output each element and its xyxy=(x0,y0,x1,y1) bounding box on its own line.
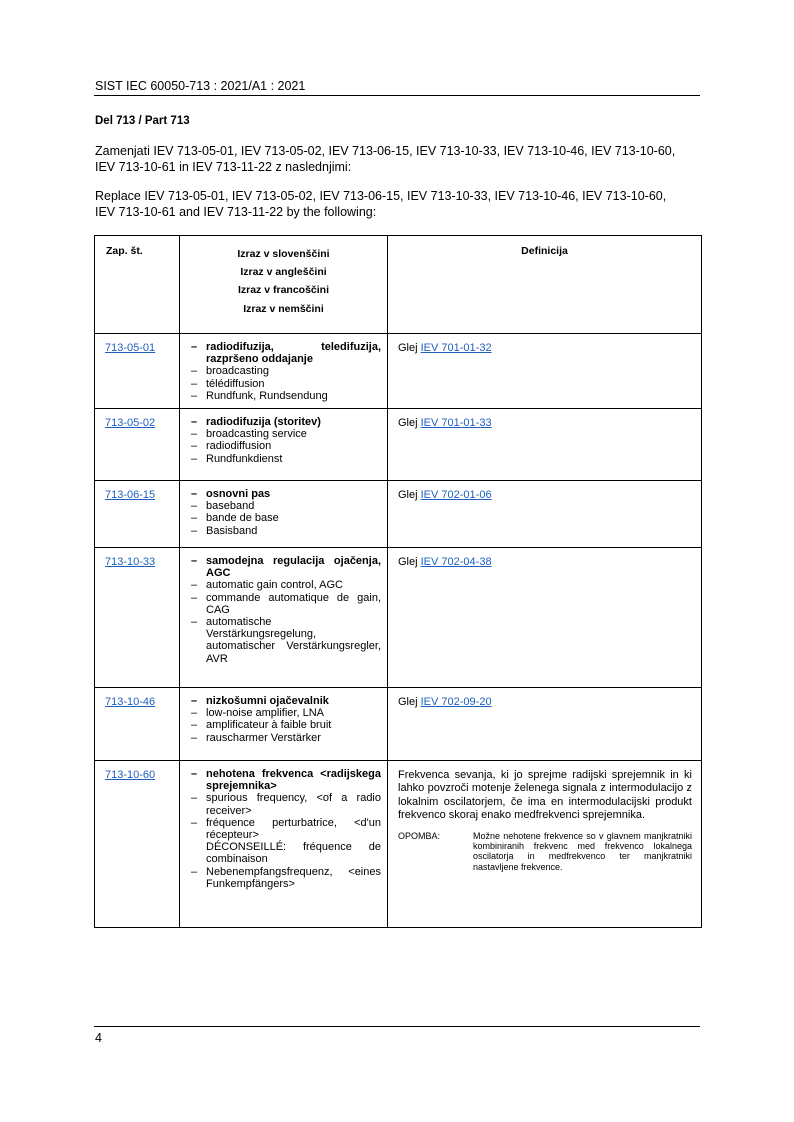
dash: – xyxy=(191,579,198,592)
see-label: Glej xyxy=(398,342,418,354)
table-row xyxy=(95,688,702,761)
dash: – xyxy=(191,500,198,513)
header-term-fr: Izraz v francoščini xyxy=(237,284,330,297)
term-de: Rundfunk, Rundsendung xyxy=(206,389,328,402)
term-en: automatic gain control, AGC xyxy=(206,579,343,592)
dash: – xyxy=(191,695,198,708)
dash: – xyxy=(191,555,198,568)
entry-number-link[interactable]: 713-10-46 xyxy=(105,696,156,709)
note-text: Možne nehotene frekvence so v glavnem manjkratniki kombiniranih frekvenc med frekvenco lokalnega oscilatorja in medfrekvenco ter manjkratniki nastavljene frekvence. xyxy=(473,830,692,872)
dash: – xyxy=(191,792,198,805)
header-terms xyxy=(180,236,388,334)
part-title: Del 713 / Part 713 xyxy=(95,115,190,127)
term-fr: amplificateur à faible bruit xyxy=(206,719,332,732)
entry-number-link[interactable]: 713-06-15 xyxy=(105,489,156,502)
header-term-sl: Izraz v slovenščini xyxy=(237,248,330,260)
dash: – xyxy=(191,768,198,781)
iev-reference-link[interactable]: IEV 702-04-38 xyxy=(420,556,492,569)
table-row xyxy=(95,761,702,928)
dash: – xyxy=(191,616,198,629)
see-label: Glej xyxy=(398,556,418,569)
iev-reference-link[interactable]: IEV 702-01-06 xyxy=(420,489,492,502)
dash: – xyxy=(191,731,198,744)
header-number: Zap. št. xyxy=(95,236,180,334)
page-number: 4 xyxy=(95,1031,102,1045)
term-fr: fréquence perturbatrice, <d'un récepteur> xyxy=(206,816,381,842)
intro-english: Replace IEV 713-05-01, IEV 713-05-02, IEV 713-06-15, IEV 713-10-33, IEV 713-10-46, IEV 713-10-60, IEV 713-10-61 and IEV 713-11-22 by the following: xyxy=(95,189,667,219)
iev-reference-link[interactable]: IEV 701-01-33 xyxy=(420,417,492,430)
note xyxy=(398,831,692,873)
entry-number-link[interactable]: 713-10-60 xyxy=(105,769,156,782)
table-row xyxy=(95,481,702,548)
term-de: rauscharmer Verstärker xyxy=(206,731,321,744)
term-en: broadcasting service xyxy=(206,428,307,441)
header-rule xyxy=(94,95,700,96)
entry-number-link[interactable]: 713-05-01 xyxy=(105,342,156,354)
term-fr: bande de base xyxy=(206,512,279,525)
term-sl: nizkošumni ojačevalnik xyxy=(206,695,329,708)
term-sl: nehotena frekvenca <radijskega sprejemnika> xyxy=(206,768,381,793)
dash: – xyxy=(191,416,198,429)
term-en: low-noise amplifier, LNA xyxy=(206,707,324,720)
term-de: automatische Verstärkungsregelung, automatischer Verstärkungsregler, AVR xyxy=(206,616,381,665)
dash: – xyxy=(191,365,198,378)
terms-table xyxy=(94,235,702,928)
term-en: broadcasting xyxy=(206,365,269,378)
see-label: Glej xyxy=(398,489,418,502)
term-de: Rundfunkdienst xyxy=(206,452,283,465)
term-fr: radiodiffusion xyxy=(206,440,272,453)
term-fr: commande automatique de gain, CAG xyxy=(206,591,381,616)
dash: – xyxy=(191,389,198,402)
dash: – xyxy=(191,452,198,465)
dash: – xyxy=(191,341,198,353)
term-sl: radiodifuzija (storitev) xyxy=(206,416,321,429)
term-sl: radiodifuzija, teledifuzija, razpršeno oddajanje xyxy=(206,341,381,366)
term-de: Nebenempfangsfrequenz, <eines Funkempfängers> xyxy=(206,865,381,890)
term-en: spurious frequency, <of a radio receiver> xyxy=(206,792,381,817)
table-header-row xyxy=(95,236,702,334)
dash: – xyxy=(191,512,198,525)
table-row xyxy=(95,409,702,481)
iev-reference-link[interactable]: IEV 702-09-20 xyxy=(420,696,492,709)
term-fr: télédiffusion xyxy=(206,377,265,390)
dash: – xyxy=(191,591,198,604)
footer-rule xyxy=(94,1026,700,1027)
dash: – xyxy=(191,428,198,441)
entry-number-link[interactable]: 713-05-02 xyxy=(105,417,156,430)
header-term-en: Izraz v angleščini xyxy=(240,266,327,279)
dash: – xyxy=(191,707,198,720)
term-de: Basisband xyxy=(206,524,258,537)
dash: – xyxy=(191,440,198,453)
dash: – xyxy=(191,719,198,732)
note-label: OPOMBA: xyxy=(398,830,441,841)
dash: – xyxy=(191,524,198,537)
term-fr-deprecated: DÉCONSEILLÉ: fréquence de combinaison xyxy=(206,841,381,866)
see-label: Glej xyxy=(398,417,418,430)
see-label: Glej xyxy=(398,696,418,709)
definition-text: Frekvenca sevanja, ki jo sprejme radijski sprejemnik in ki lahko povzroči motenje želenega signala z intermodulacijo z lokalnim oscilatorjem, če ima en intermodulacijski produkt frekvenco skoraj enako medfrekvenci sprejemnika. xyxy=(398,769,692,822)
document-id: SIST IEC 60050-713 : 2021/A1 : 2021 xyxy=(95,79,306,93)
term-sl: osnovni pas xyxy=(206,488,271,501)
table-row xyxy=(95,548,702,688)
term-en: baseband xyxy=(206,500,255,513)
header-term-de: Izraz v nemščini xyxy=(243,302,324,315)
dash: – xyxy=(191,816,198,829)
table-row xyxy=(95,334,702,409)
dash: – xyxy=(191,488,198,501)
dash: – xyxy=(191,865,198,878)
intro-slovenian: Zamenjati IEV 713-05-01, IEV 713-05-02, IEV 713-06-15, IEV 713-10-33, IEV 713-10-46, IEV 713-10-60, IEV 713-10-61 in IEV 713-11-22 z naslednjimi: xyxy=(95,144,676,174)
dash: – xyxy=(191,377,198,390)
iev-reference-link[interactable]: IEV 701-01-32 xyxy=(420,342,492,354)
term-sl: samodejna regulacija ojačenja, AGC xyxy=(206,555,381,580)
header-definition: Definicija xyxy=(388,236,702,334)
entry-number-link[interactable]: 713-10-33 xyxy=(105,556,156,569)
